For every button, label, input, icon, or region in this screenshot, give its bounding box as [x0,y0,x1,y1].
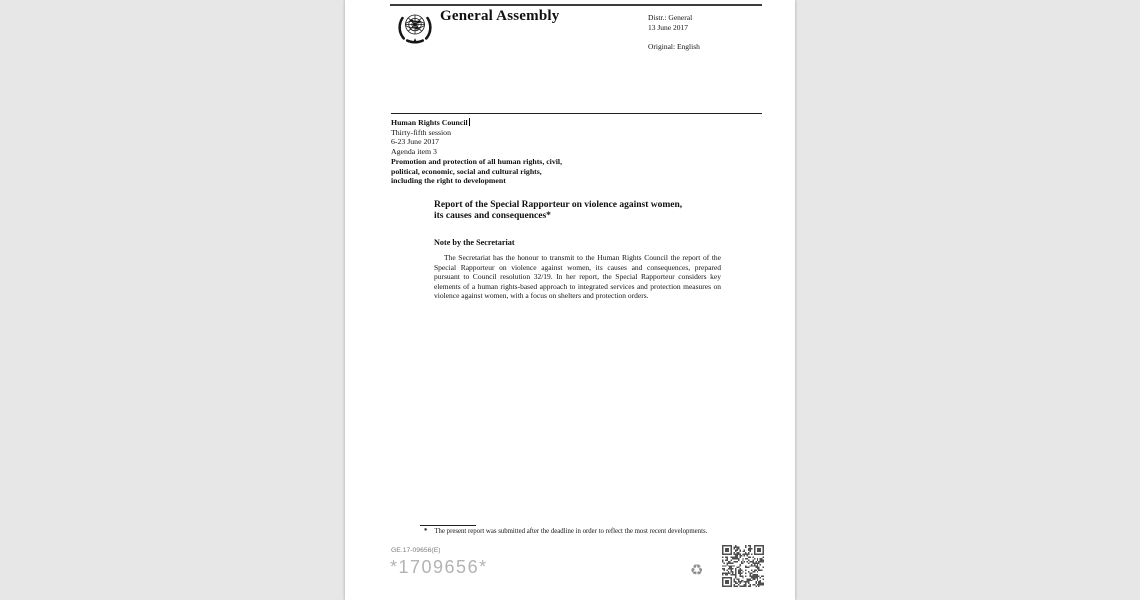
header-divider-rule [391,113,762,114]
footnote-text: The present report was submitted after the deadline in order to reflect the most recent developments. [434,528,708,535]
note-paragraph: The Secretariat has the honour to transmit to the Human Rights Council the report of the Special Rapporteur on violence against women, its causes and consequences, prepared pursuant to Council resolution 32/19. In her report, the Special Rapporteur considers key elements of a human rights-based approach to integrated services and protection measures on violence against women, with a focus on shelters and protection orders. [434,253,721,301]
report-title-line-1: Report of the Special Rapporteur on violence against women, [434,200,683,210]
report-title [434,200,682,221]
united-nations-label-clipped [440,0,498,1]
footnote-marker: * [424,528,428,535]
original-language-line: Original: English [648,41,700,51]
document-page[interactable] [345,0,795,600]
text-cursor [469,118,470,126]
footnote [424,528,724,535]
distr-line: Distr.: General [648,13,693,22]
agenda-item: Agenda item 3 [391,147,437,157]
un-emblem-icon [396,9,434,47]
session-block [391,118,562,186]
agenda-title-line-3: including the right to development [391,176,506,186]
agenda-title-line-2: political, economic, social and cultural rights, [391,166,542,176]
recycle-icon: ♻ [690,561,704,579]
date-line: 13 June 2017 [648,22,688,32]
footnote-separator-rule [420,525,476,526]
ge-document-number: GE.17-09656(E) [391,547,441,554]
organ-title: General Assembly [440,8,560,24]
masthead-rule [390,4,762,6]
report-title-line-2: its causes and consequences* [434,210,551,221]
spacer [648,32,700,42]
barcode-text: *1709656* [390,557,488,577]
agenda-title-line-1: Promotion and protection of all human rights, civil, [391,156,563,166]
document-symbol-clipped [707,0,762,1]
session-number: Thirty-fifth session [391,127,451,137]
distribution-block [648,13,700,51]
session-dates: 6-23 June 2017 [391,137,440,147]
qr-code [722,545,764,587]
council-name: Human Rights Council [391,118,468,127]
note-heading: Note by the Secretariat [434,238,515,247]
